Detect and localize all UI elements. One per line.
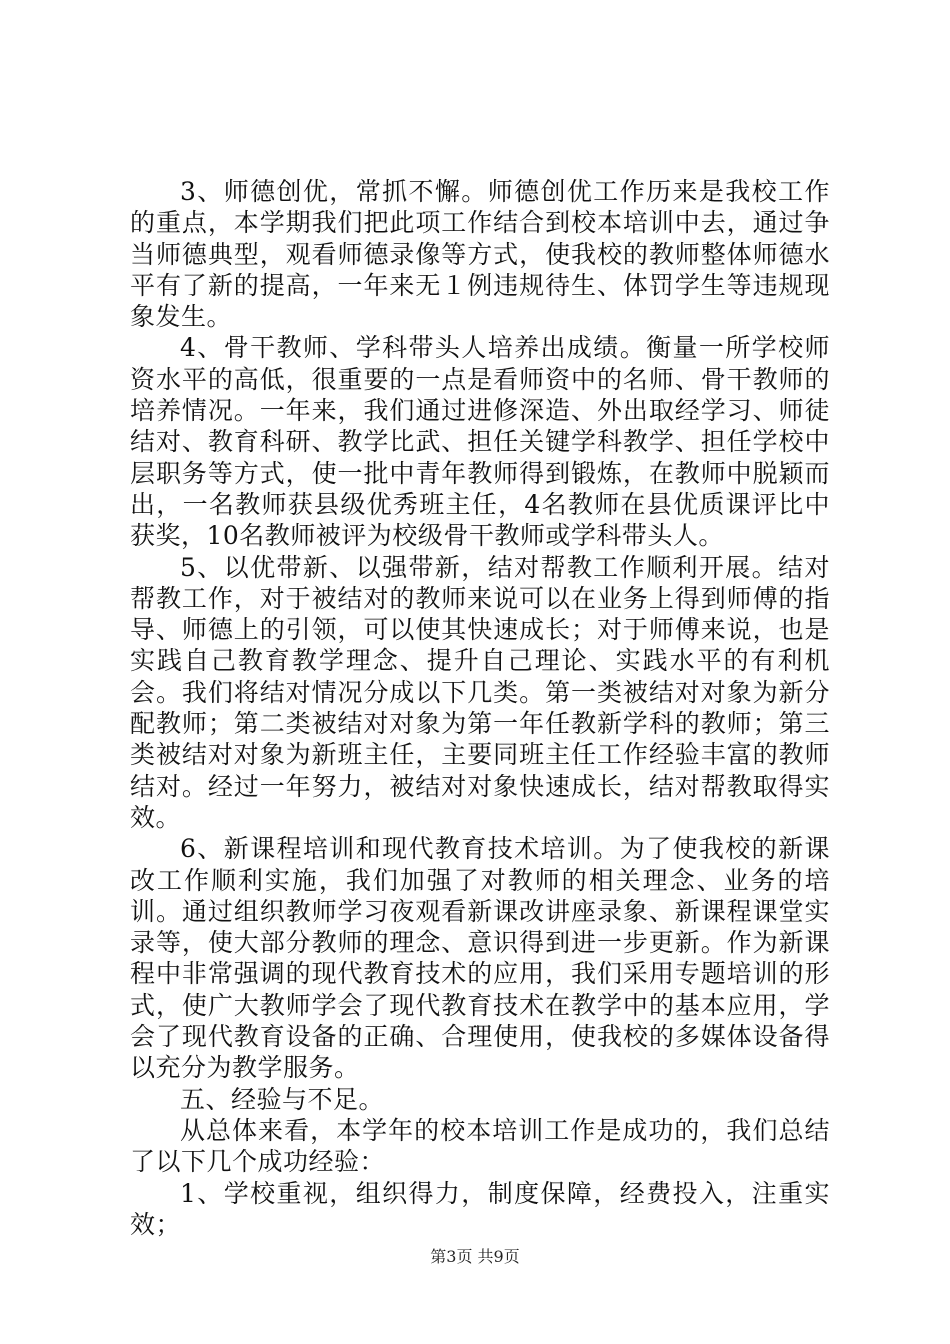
document-body bbox=[130, 176, 830, 1240]
section-heading-experience: 五、经验与不足。 bbox=[180, 1084, 385, 1114]
paragraph-key-teachers: 4、骨干教师、学科带头人培养出成绩。衡量一所学校师资水平的高低，很重要的一点是看师资中的名师、骨干教师的培养情况。一年来，我们通过进修深造、外出取经学习、师徒结对、教育科研、教学比武、担任关键学科教学、担任学校中层职务等方式，使一批中青年教师得到锻炼，在教师中脱颖而出，一名教师获县级优秀班主任，4名教师在县优质课评比中获奖，10名教师被评为校级骨干教师或学科带头人。 bbox=[130, 333, 830, 551]
paragraph-mentoring: 5、以优带新、以强带新，结对帮教工作顺利开展。结对帮教工作，对于被结对的教师来说可以在业务上得到师傅的指导、师德上的引领，可以使其快速成长；对于师傅来说，也是实践自己教育教学理念、提升自己理论、实践水平的有利机会。我们将结对情况分成以下几类。第一类被结对对象为新分配教师；第二类被结对对象为第一年任教新学科的教师；第三类被结对对象为新班主任，主要同班主任工作经验丰富的教师结对。经过一年努力，被结对对象快速成长，结对帮教取得实效。 bbox=[130, 552, 830, 832]
page-footer: 第3页 共9页 bbox=[430, 1247, 520, 1266]
paragraph-summary: 从总体来看，本学年的校本培训工作是成功的，我们总结了以下几个成功经验： bbox=[130, 1115, 830, 1177]
paragraph-experience-1: 1、学校重视，组织得力，制度保障，经费投入，注重实效； bbox=[130, 1178, 830, 1239]
paragraph-new-curriculum: 6、新课程培训和现代教育技术培训。为了使我校的新课改工作顺利实施，我们加强了对教师的相关理念、业务的培训。通过组织教师学习夜观看新课改讲座录象、新课程课堂实录等，使大部分教师的理念、意识得到进一步更新。作为新课程中非常强调的现代教育技术的应用，我们采用专题培训的形式，使广大教师学会了现代教育技术在教学中的基本应用，学会了现代教育设备的正确、合理使用，使我校的多媒体设备得以充分为教学服务。 bbox=[130, 834, 830, 1083]
paragraph-teacher-ethics: 3、师德创优，常抓不懈。师德创优工作历来是我校工作的重点，本学期我们把此项工作结合到校本培训中去，通过争当师德典型，观看师德录像等方式，使我校的教师整体师德水平有了新的提高，一年来无１例违规待生、体罚学生等违规现象发生。 bbox=[130, 177, 830, 332]
